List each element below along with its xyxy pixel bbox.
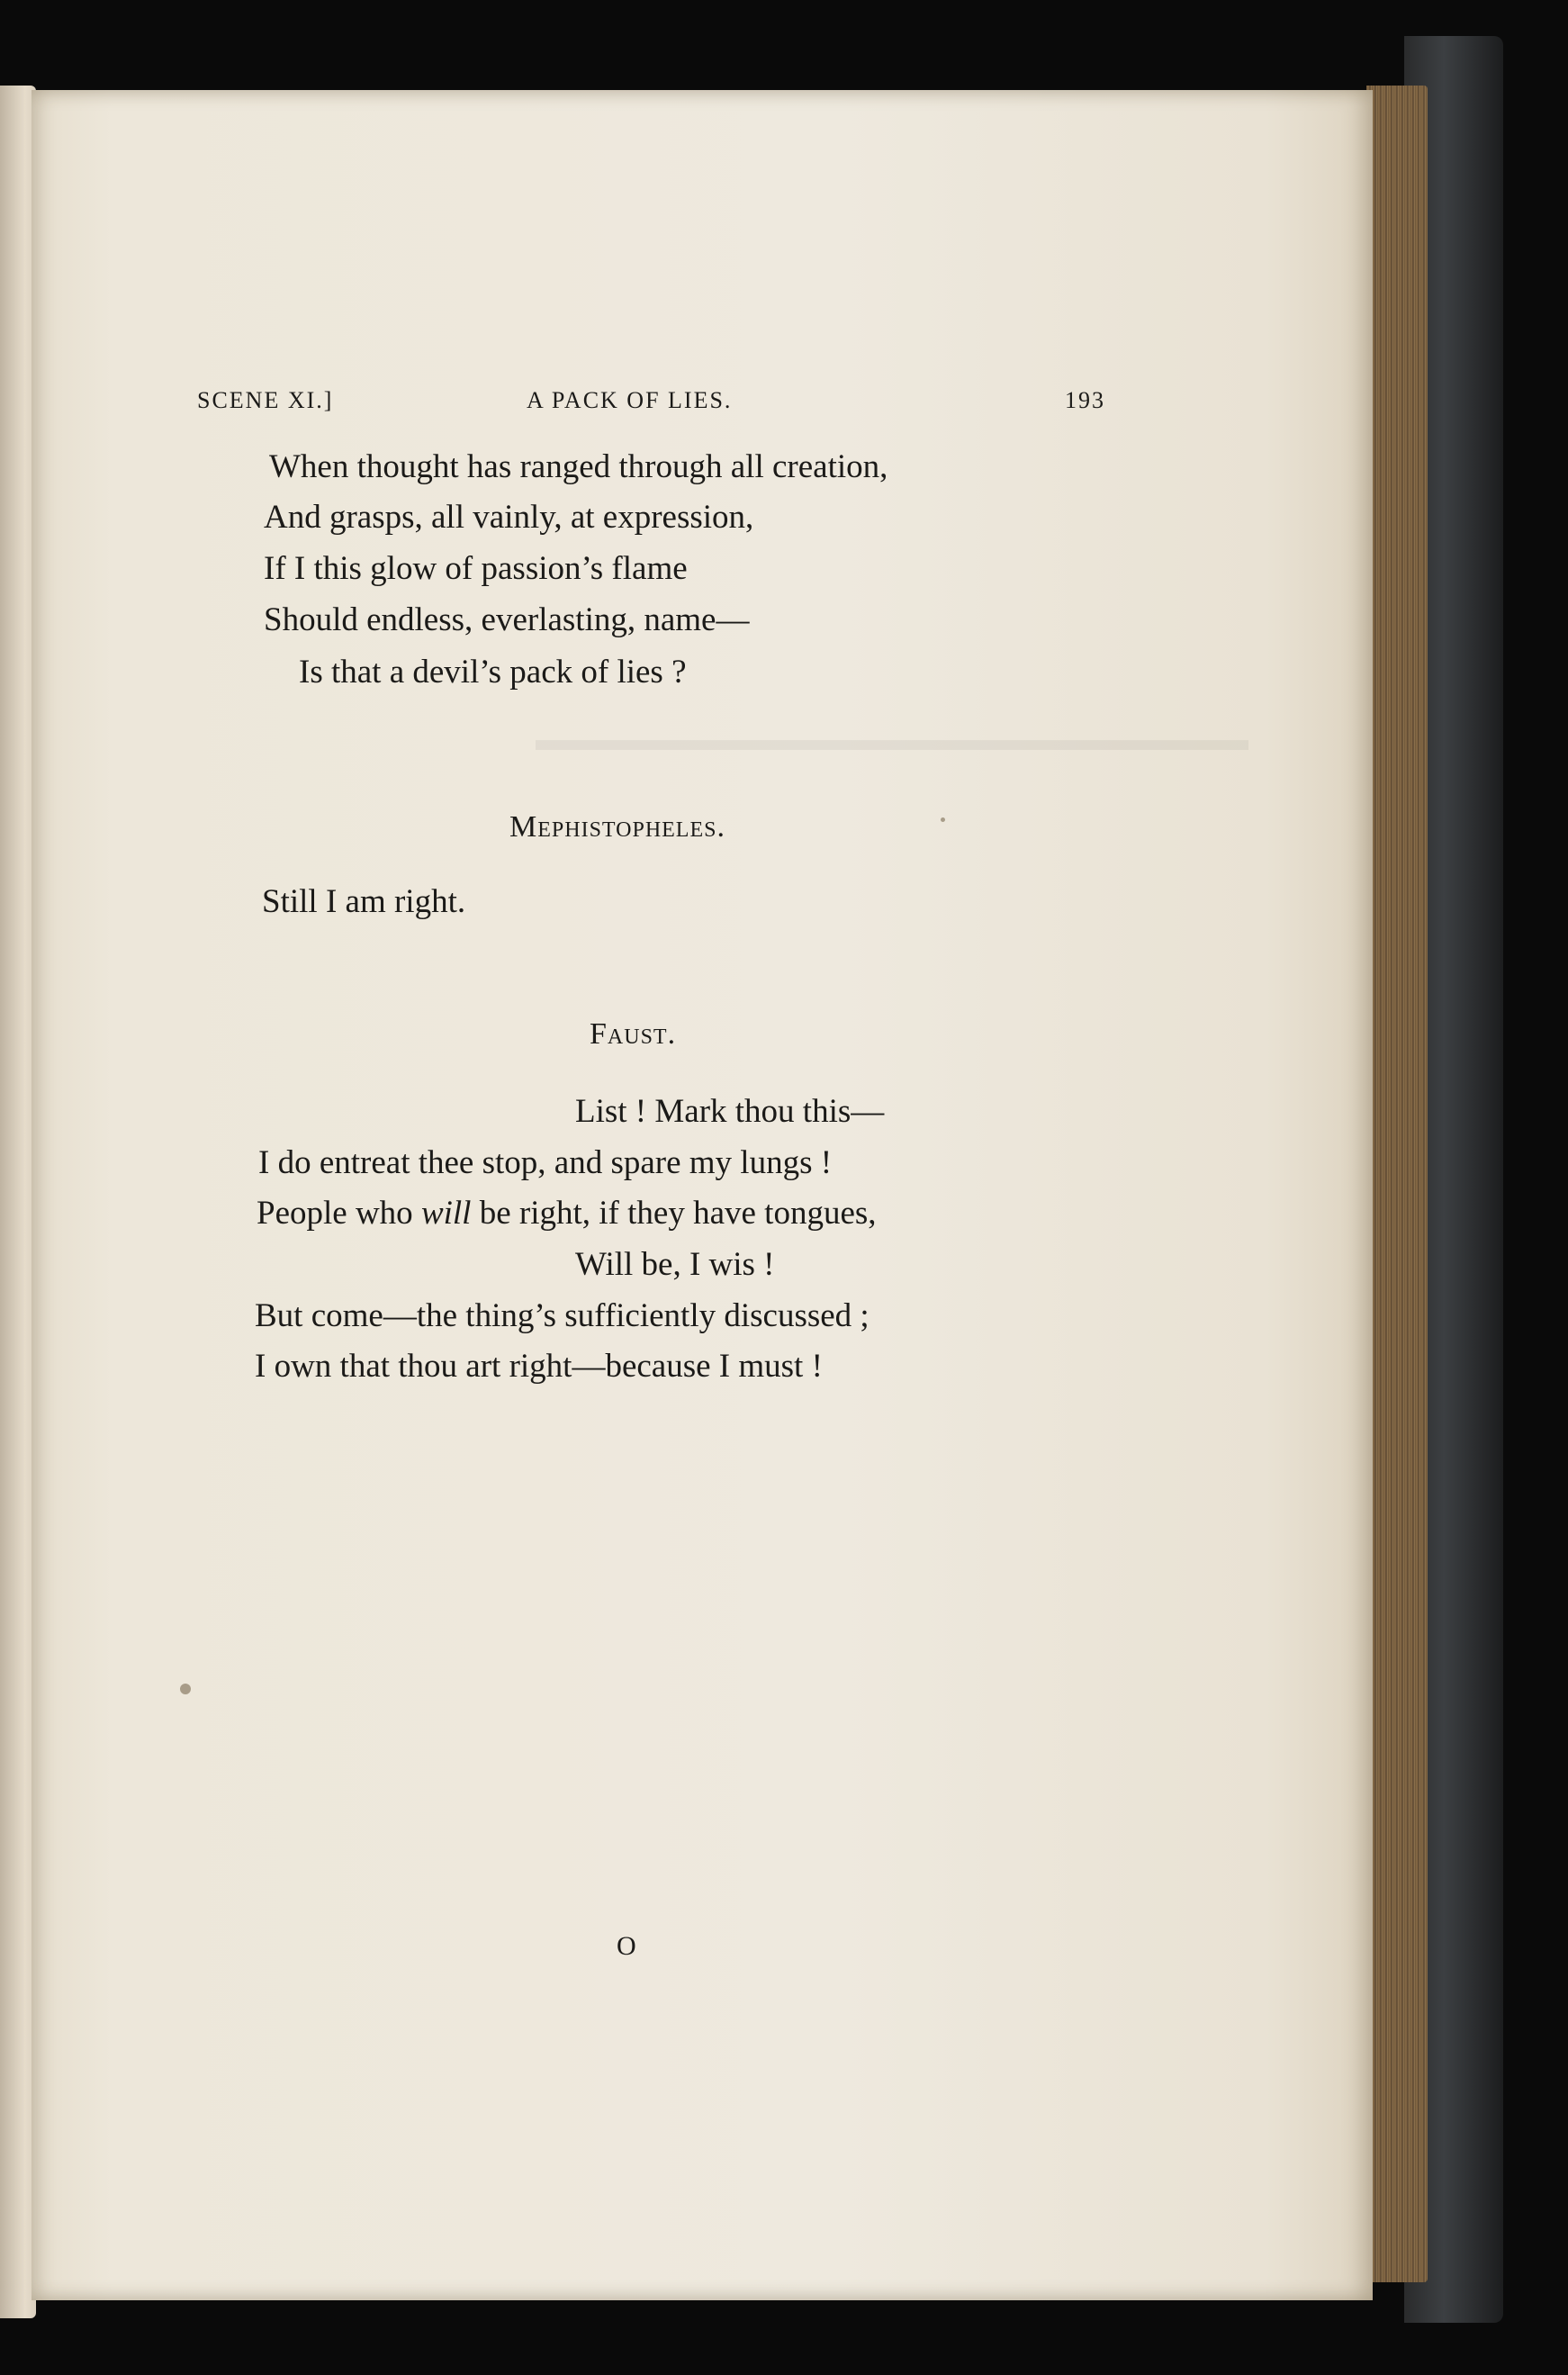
foxing-spot	[941, 817, 945, 822]
running-head-scene: SCENE XI.]	[197, 387, 334, 413]
foxing-spot	[180, 1684, 191, 1694]
verse-line: Will be, I wis !	[575, 1246, 775, 1283]
italic-emphasis: will	[420, 1195, 472, 1232]
left-page-edge	[0, 86, 36, 2318]
verse-line: I do entreat thee stop, and spare my lungs !	[258, 1144, 833, 1181]
verse-line: People who will be right, if they have tongues,	[257, 1195, 877, 1232]
page-edges	[1366, 86, 1428, 2282]
book-page	[32, 90, 1373, 2300]
verse-line: If I this glow of passion’s flame	[264, 550, 688, 587]
verse-line: Should endless, everlasting, name—	[264, 601, 750, 638]
verse-line: And grasps, all vainly, at expression,	[264, 499, 754, 536]
page-number: 193	[1065, 387, 1105, 413]
verse-line: When thought has ranged through all creation,	[269, 448, 888, 485]
verse-line: List ! Mark thou this—	[575, 1093, 885, 1130]
speaker-name: Faust.	[590, 1017, 677, 1051]
verse-line: I own that thou art right—because I must !	[255, 1348, 823, 1385]
verse-line: But come—the thing’s sufficiently discussed ;	[255, 1297, 870, 1334]
verse-line: Still I am right.	[262, 883, 466, 920]
signature-mark: O	[617, 1931, 636, 1961]
running-head-title: A PACK OF LIES.	[527, 387, 733, 413]
verse-line: Is that a devil’s pack of lies ?	[299, 654, 687, 691]
speaker-name: Mephistopheles.	[509, 810, 725, 844]
show-through: ▬▬▬▬▬▬▬▬▬▬▬▬▬▬▬▬▬▬▬▬▬▬	[536, 721, 1248, 757]
